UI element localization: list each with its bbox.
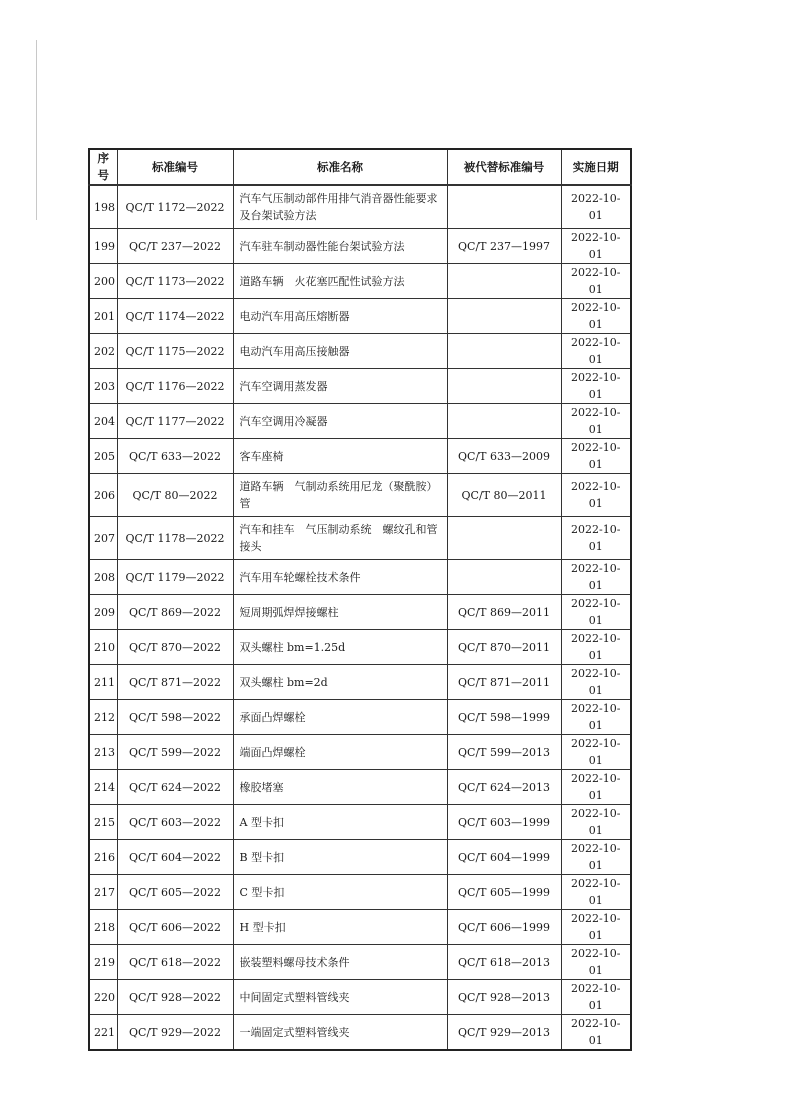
cell-date: 2022-10-01 (561, 474, 631, 517)
table-body (89, 185, 631, 1050)
cell-name: 橡胶堵塞 (233, 770, 447, 805)
cell-replaced: QC/T 869—2011 (447, 595, 561, 630)
cell-name: 嵌装塑料螺母技术条件 (233, 945, 447, 980)
table-row (89, 560, 631, 595)
table-row (89, 875, 631, 910)
cell-index: 204 (89, 404, 117, 439)
cell-name: 电动汽车用高压接触器 (233, 334, 447, 369)
cell-date: 2022-10-01 (561, 439, 631, 474)
cell-date: 2022-10-01 (561, 665, 631, 700)
cell-code: QC/T 603—2022 (117, 805, 233, 840)
table-row (89, 595, 631, 630)
header-index: 序号 (89, 149, 117, 185)
cell-code: QC/T 618—2022 (117, 945, 233, 980)
cell-date: 2022-10-01 (561, 595, 631, 630)
cell-name: 电动汽车用高压熔断器 (233, 299, 447, 334)
table-row (89, 770, 631, 805)
cell-index: 214 (89, 770, 117, 805)
table-row (89, 369, 631, 404)
table-row (89, 1015, 631, 1051)
cell-index: 207 (89, 517, 117, 560)
cell-replaced: QC/T 618—2013 (447, 945, 561, 980)
table-row (89, 665, 631, 700)
cell-date: 2022-10-01 (561, 840, 631, 875)
cell-code: QC/T 237—2022 (117, 229, 233, 264)
cell-date: 2022-10-01 (561, 299, 631, 334)
cell-code: QC/T 606—2022 (117, 910, 233, 945)
cell-replaced (447, 369, 561, 404)
cell-index: 220 (89, 980, 117, 1015)
cell-code: QC/T 1174—2022 (117, 299, 233, 334)
cell-replaced: QC/T 870—2011 (447, 630, 561, 665)
cell-date: 2022-10-01 (561, 910, 631, 945)
table-row (89, 945, 631, 980)
cell-date: 2022-10-01 (561, 1015, 631, 1051)
cell-date: 2022-10-01 (561, 875, 631, 910)
header-row (89, 149, 631, 185)
cell-index: 202 (89, 334, 117, 369)
cell-code: QC/T 928—2022 (117, 980, 233, 1015)
cell-name: C 型卡扣 (233, 875, 447, 910)
header-name: 标准名称 (233, 149, 447, 185)
header-date: 实施日期 (561, 149, 631, 185)
table-row (89, 700, 631, 735)
cell-index: 198 (89, 185, 117, 229)
cell-date: 2022-10-01 (561, 770, 631, 805)
cell-name: 客车座椅 (233, 439, 447, 474)
cell-name: 汽车驻车制动器性能台架试验方法 (233, 229, 447, 264)
cell-replaced: QC/T 598—1999 (447, 700, 561, 735)
cell-replaced: QC/T 929—2013 (447, 1015, 561, 1051)
scan-edge-mark (36, 40, 37, 220)
cell-date: 2022-10-01 (561, 229, 631, 264)
table-row (89, 630, 631, 665)
table-row (89, 980, 631, 1015)
cell-index: 209 (89, 595, 117, 630)
cell-replaced: QC/T 928—2013 (447, 980, 561, 1015)
cell-index: 208 (89, 560, 117, 595)
table-row (89, 474, 631, 517)
cell-name: 双头螺柱 bm=1.25d (233, 630, 447, 665)
cell-index: 205 (89, 439, 117, 474)
cell-name: 一端固定式塑料管线夹 (233, 1015, 447, 1051)
cell-date: 2022-10-01 (561, 980, 631, 1015)
cell-code: QC/T 929—2022 (117, 1015, 233, 1051)
cell-code: QC/T 1176—2022 (117, 369, 233, 404)
cell-index: 200 (89, 264, 117, 299)
standards-table-container (88, 148, 630, 1051)
cell-name: B 型卡扣 (233, 840, 447, 875)
cell-replaced: QC/T 633—2009 (447, 439, 561, 474)
cell-index: 219 (89, 945, 117, 980)
cell-name: 端面凸焊螺栓 (233, 735, 447, 770)
cell-name: 中间固定式塑料管线夹 (233, 980, 447, 1015)
cell-index: 218 (89, 910, 117, 945)
cell-code: QC/T 1179—2022 (117, 560, 233, 595)
cell-name: 承面凸焊螺栓 (233, 700, 447, 735)
cell-code: QC/T 1172—2022 (117, 185, 233, 229)
cell-index: 217 (89, 875, 117, 910)
cell-index: 206 (89, 474, 117, 517)
header-replaced: 被代替标准编号 (447, 149, 561, 185)
standards-table (88, 148, 632, 1051)
cell-code: QC/T 1175—2022 (117, 334, 233, 369)
cell-name: 汽车空调用蒸发器 (233, 369, 447, 404)
cell-name: H 型卡扣 (233, 910, 447, 945)
cell-code: QC/T 605—2022 (117, 875, 233, 910)
cell-replaced: QC/T 604—1999 (447, 840, 561, 875)
cell-index: 221 (89, 1015, 117, 1051)
cell-index: 210 (89, 630, 117, 665)
table-row (89, 185, 631, 229)
cell-date: 2022-10-01 (561, 334, 631, 369)
cell-replaced (447, 264, 561, 299)
cell-replaced (447, 404, 561, 439)
table-row (89, 404, 631, 439)
cell-date: 2022-10-01 (561, 560, 631, 595)
cell-index: 201 (89, 299, 117, 334)
cell-index: 199 (89, 229, 117, 264)
cell-code: QC/T 1177—2022 (117, 404, 233, 439)
table-row (89, 735, 631, 770)
cell-code: QC/T 604—2022 (117, 840, 233, 875)
cell-replaced (447, 334, 561, 369)
cell-name: 汽车空调用冷凝器 (233, 404, 447, 439)
cell-date: 2022-10-01 (561, 945, 631, 980)
cell-replaced (447, 299, 561, 334)
cell-replaced: QC/T 624—2013 (447, 770, 561, 805)
cell-replaced (447, 517, 561, 560)
cell-replaced: QC/T 605—1999 (447, 875, 561, 910)
cell-name: 道路车辆 火花塞匹配性试验方法 (233, 264, 447, 299)
cell-replaced: QC/T 237—1997 (447, 229, 561, 264)
cell-date: 2022-10-01 (561, 404, 631, 439)
table-row (89, 840, 631, 875)
cell-name: 短周期弧焊焊接螺柱 (233, 595, 447, 630)
table-row (89, 299, 631, 334)
cell-code: QC/T 1178—2022 (117, 517, 233, 560)
cell-code: QC/T 871—2022 (117, 665, 233, 700)
cell-index: 203 (89, 369, 117, 404)
cell-name: 道路车辆 气制动系统用尼龙（聚酰胺）管 (233, 474, 447, 517)
cell-replaced: QC/T 599—2013 (447, 735, 561, 770)
cell-index: 213 (89, 735, 117, 770)
cell-index: 216 (89, 840, 117, 875)
cell-replaced (447, 560, 561, 595)
cell-code: QC/T 870—2022 (117, 630, 233, 665)
cell-code: QC/T 80—2022 (117, 474, 233, 517)
cell-name: 汽车和挂车 气压制动系统 螺纹孔和管接头 (233, 517, 447, 560)
table-row (89, 805, 631, 840)
cell-code: QC/T 624—2022 (117, 770, 233, 805)
cell-date: 2022-10-01 (561, 264, 631, 299)
cell-date: 2022-10-01 (561, 735, 631, 770)
table-header (89, 149, 631, 185)
cell-code: QC/T 599—2022 (117, 735, 233, 770)
cell-replaced (447, 185, 561, 229)
cell-date: 2022-10-01 (561, 185, 631, 229)
cell-code: QC/T 869—2022 (117, 595, 233, 630)
cell-date: 2022-10-01 (561, 369, 631, 404)
cell-code: QC/T 598—2022 (117, 700, 233, 735)
cell-replaced: QC/T 603—1999 (447, 805, 561, 840)
table-row (89, 910, 631, 945)
header-code: 标准编号 (117, 149, 233, 185)
table-row (89, 229, 631, 264)
table-row (89, 334, 631, 369)
cell-index: 215 (89, 805, 117, 840)
cell-name: A 型卡扣 (233, 805, 447, 840)
cell-date: 2022-10-01 (561, 700, 631, 735)
table-row (89, 439, 631, 474)
cell-code: QC/T 633—2022 (117, 439, 233, 474)
cell-date: 2022-10-01 (561, 630, 631, 665)
cell-replaced: QC/T 80—2011 (447, 474, 561, 517)
cell-code: QC/T 1173—2022 (117, 264, 233, 299)
cell-date: 2022-10-01 (561, 517, 631, 560)
cell-index: 211 (89, 665, 117, 700)
cell-replaced: QC/T 606—1999 (447, 910, 561, 945)
table-row (89, 264, 631, 299)
cell-name: 双头螺柱 bm=2d (233, 665, 447, 700)
cell-name: 汽车用车轮螺栓技术条件 (233, 560, 447, 595)
cell-replaced: QC/T 871—2011 (447, 665, 561, 700)
table-row (89, 517, 631, 560)
cell-index: 212 (89, 700, 117, 735)
cell-date: 2022-10-01 (561, 805, 631, 840)
cell-name: 汽车气压制动部件用排气消音器性能要求及台架试验方法 (233, 185, 447, 229)
